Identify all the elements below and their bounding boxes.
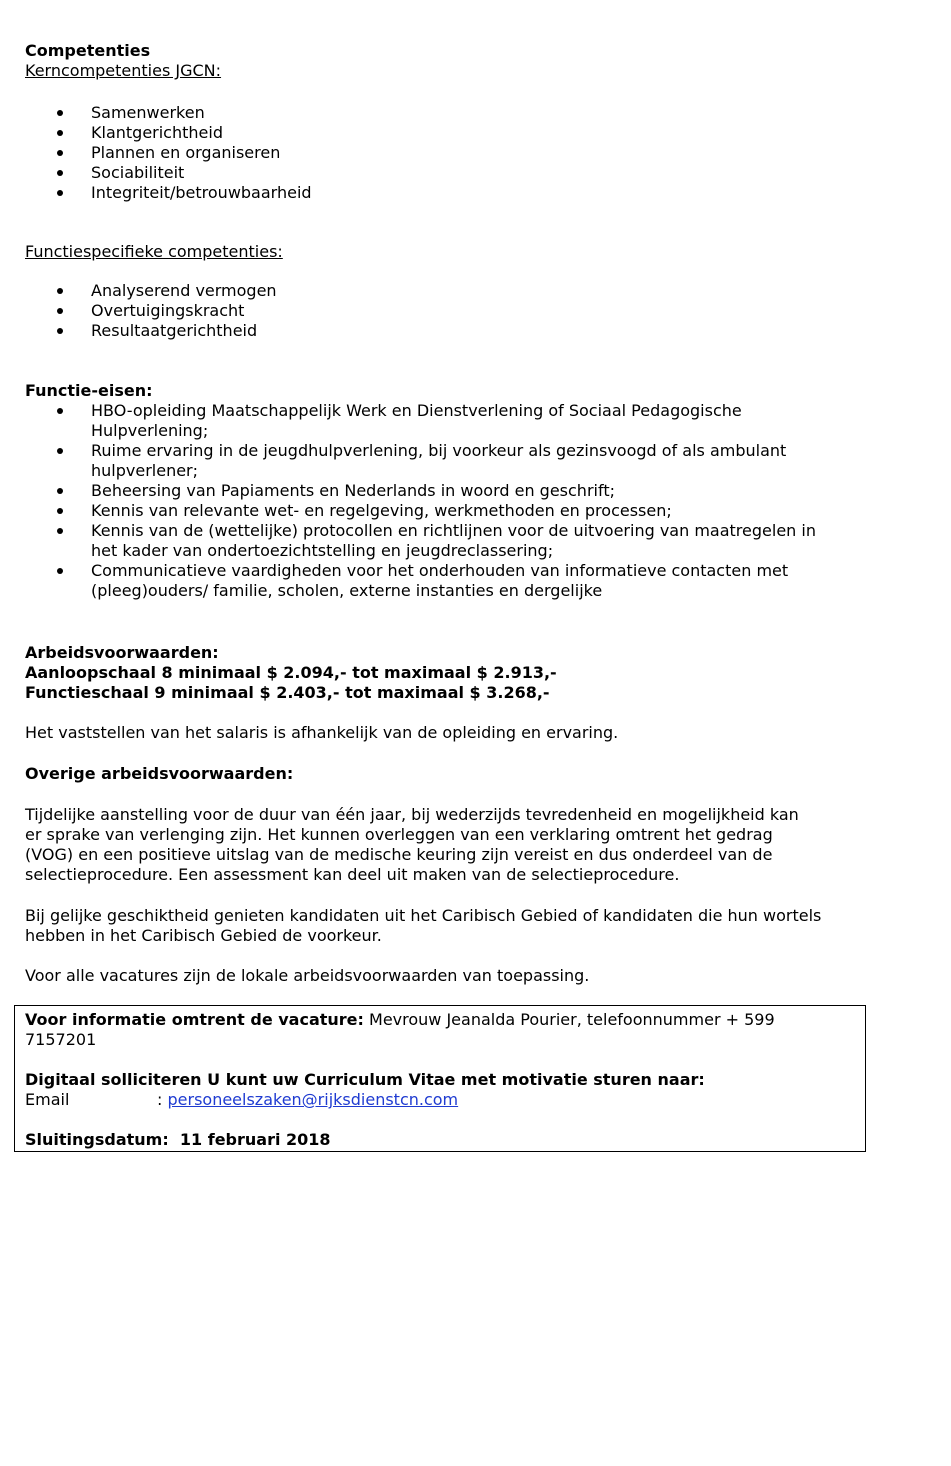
- solliciteren-text: Digitaal solliciteren U kunt uw Curriculum Vitae met motivatie sturen naar:: [25, 1070, 705, 1089]
- list-item: Samenwerken: [25, 103, 312, 123]
- bullet-icon: [57, 568, 63, 574]
- info-contact: Mevrouw Jeanalda Pourier, telefoonnummer + 599: [363, 1010, 775, 1029]
- functiespecifieke-list: [25, 281, 277, 341]
- email-label: Email: [25, 1090, 70, 1109]
- email-separator: :: [157, 1090, 163, 1109]
- lokale-voorwaarden-text: Voor alle vacatures zijn de lokale arbeidsvoorwaarden van toepassing.: [25, 966, 590, 985]
- bullet-icon: [57, 328, 63, 334]
- bullet-icon: [57, 110, 63, 116]
- aanloopschaal-text: Aanloopschaal 8 minimaal $ 2.094,- tot maximaal $ 2.913,-: [25, 663, 557, 682]
- bullet-icon: [57, 170, 63, 176]
- bullet-icon: [57, 150, 63, 156]
- overige-heading: Overige arbeidsvoorwaarden:: [25, 764, 294, 783]
- functiespecifieke-heading: Functiespecifieke competenties:: [25, 242, 283, 261]
- info-label: Voor informatie omtrent de vacature:: [25, 1010, 364, 1029]
- list-item: Beheersing van Papiaments en Nederlands in woord en geschrift;: [25, 481, 816, 501]
- list-item: Plannen en organiseren: [25, 143, 312, 163]
- sluitingsdatum-line: [25, 1130, 331, 1150]
- list-item: Integriteit/betrouwbaarheid: [25, 183, 312, 203]
- functie-eisen-list: [25, 401, 816, 601]
- bullet-icon: [57, 308, 63, 314]
- list-item: Kennis van de (wettelijke) protocollen en richtlijnen voor de uitvoering van maatregelen in het kader van ondertoezichtstelling en jeugdreclassering;: [25, 521, 816, 561]
- bullet-icon: [57, 508, 63, 514]
- arbeidsvoorwaarden-heading: Arbeidsvoorwaarden:: [25, 643, 219, 662]
- email-link[interactable]: personeelszaken@rijksdienstcn.com: [167, 1090, 459, 1109]
- list-item: Kennis van relevante wet- en regelgeving, werkmethoden en processen;: [25, 501, 816, 521]
- list-item: Overtuigingskracht: [25, 301, 277, 321]
- salaris-note: Het vaststellen van het salaris is afhankelijk van de opleiding en ervaring.: [25, 723, 619, 742]
- bullet-icon: [57, 528, 63, 534]
- bullet-icon: [57, 448, 63, 454]
- bullet-icon: [57, 288, 63, 294]
- list-item: Klantgerichtheid: [25, 123, 312, 143]
- list-item: Analyserend vermogen: [25, 281, 277, 301]
- list-item: Resultaatgerichtheid: [25, 321, 277, 341]
- email-line: [25, 1090, 458, 1110]
- voorkeur-paragraph: Bij gelijke geschiktheid genieten kandidaten uit het Caribisch Gebied of kandidaten die hun wortels hebben in het Caribisch Gebied de voorkeur.: [25, 906, 822, 945]
- kerncompetenties-heading: Kerncompetenties JGCN:: [25, 61, 222, 80]
- info-line: [25, 1010, 775, 1030]
- kerncompetenties-list: [25, 103, 312, 203]
- functie-eisen-heading: Functie-eisen:: [25, 381, 153, 400]
- list-item: HBO-opleiding Maatschappelijk Werk en Dienstverlening of Sociaal Pedagogische Hulpverlening;: [25, 401, 816, 441]
- contact-box: [14, 1005, 866, 1152]
- list-item: Ruime ervaring in de jeugdhulpverlening, bij voorkeur als gezinsvoogd of als ambulant hulpverlener;: [25, 441, 816, 481]
- aanstelling-paragraph: Tijdelijke aanstelling voor de duur van één jaar, bij wederzijds tevredenheid en mogelijkheid kan er sprake van verlenging zijn. Het kunnen overleggen van een verklaring omtrent het gedrag (VOG) en een positieve uitslag van de medische keuring zijn vereist en dus onderdeel van de selectieprocedure. Een assessment kan deel uit maken van de selectieprocedure.: [25, 805, 799, 884]
- sluitingsdatum-label: Sluitingsdatum:: [25, 1130, 169, 1149]
- bullet-icon: [57, 408, 63, 414]
- functieschaal-text: Functieschaal 9 minimaal $ 2.403,- tot maximaal $ 3.268,-: [25, 683, 550, 702]
- list-item: Sociabiliteit: [25, 163, 312, 183]
- list-item: Communicatieve vaardigheden voor het onderhouden van informatieve contacten met (pleeg)ouders/ familie, scholen, externe instanties en dergelijke: [25, 561, 816, 601]
- sluitingsdatum-value: 11 februari 2018: [179, 1130, 331, 1149]
- bullet-icon: [57, 130, 63, 136]
- competenties-heading: Competenties: [25, 41, 151, 60]
- info-phone-continued: 7157201: [25, 1030, 97, 1049]
- bullet-icon: [57, 190, 63, 196]
- bullet-icon: [57, 488, 63, 494]
